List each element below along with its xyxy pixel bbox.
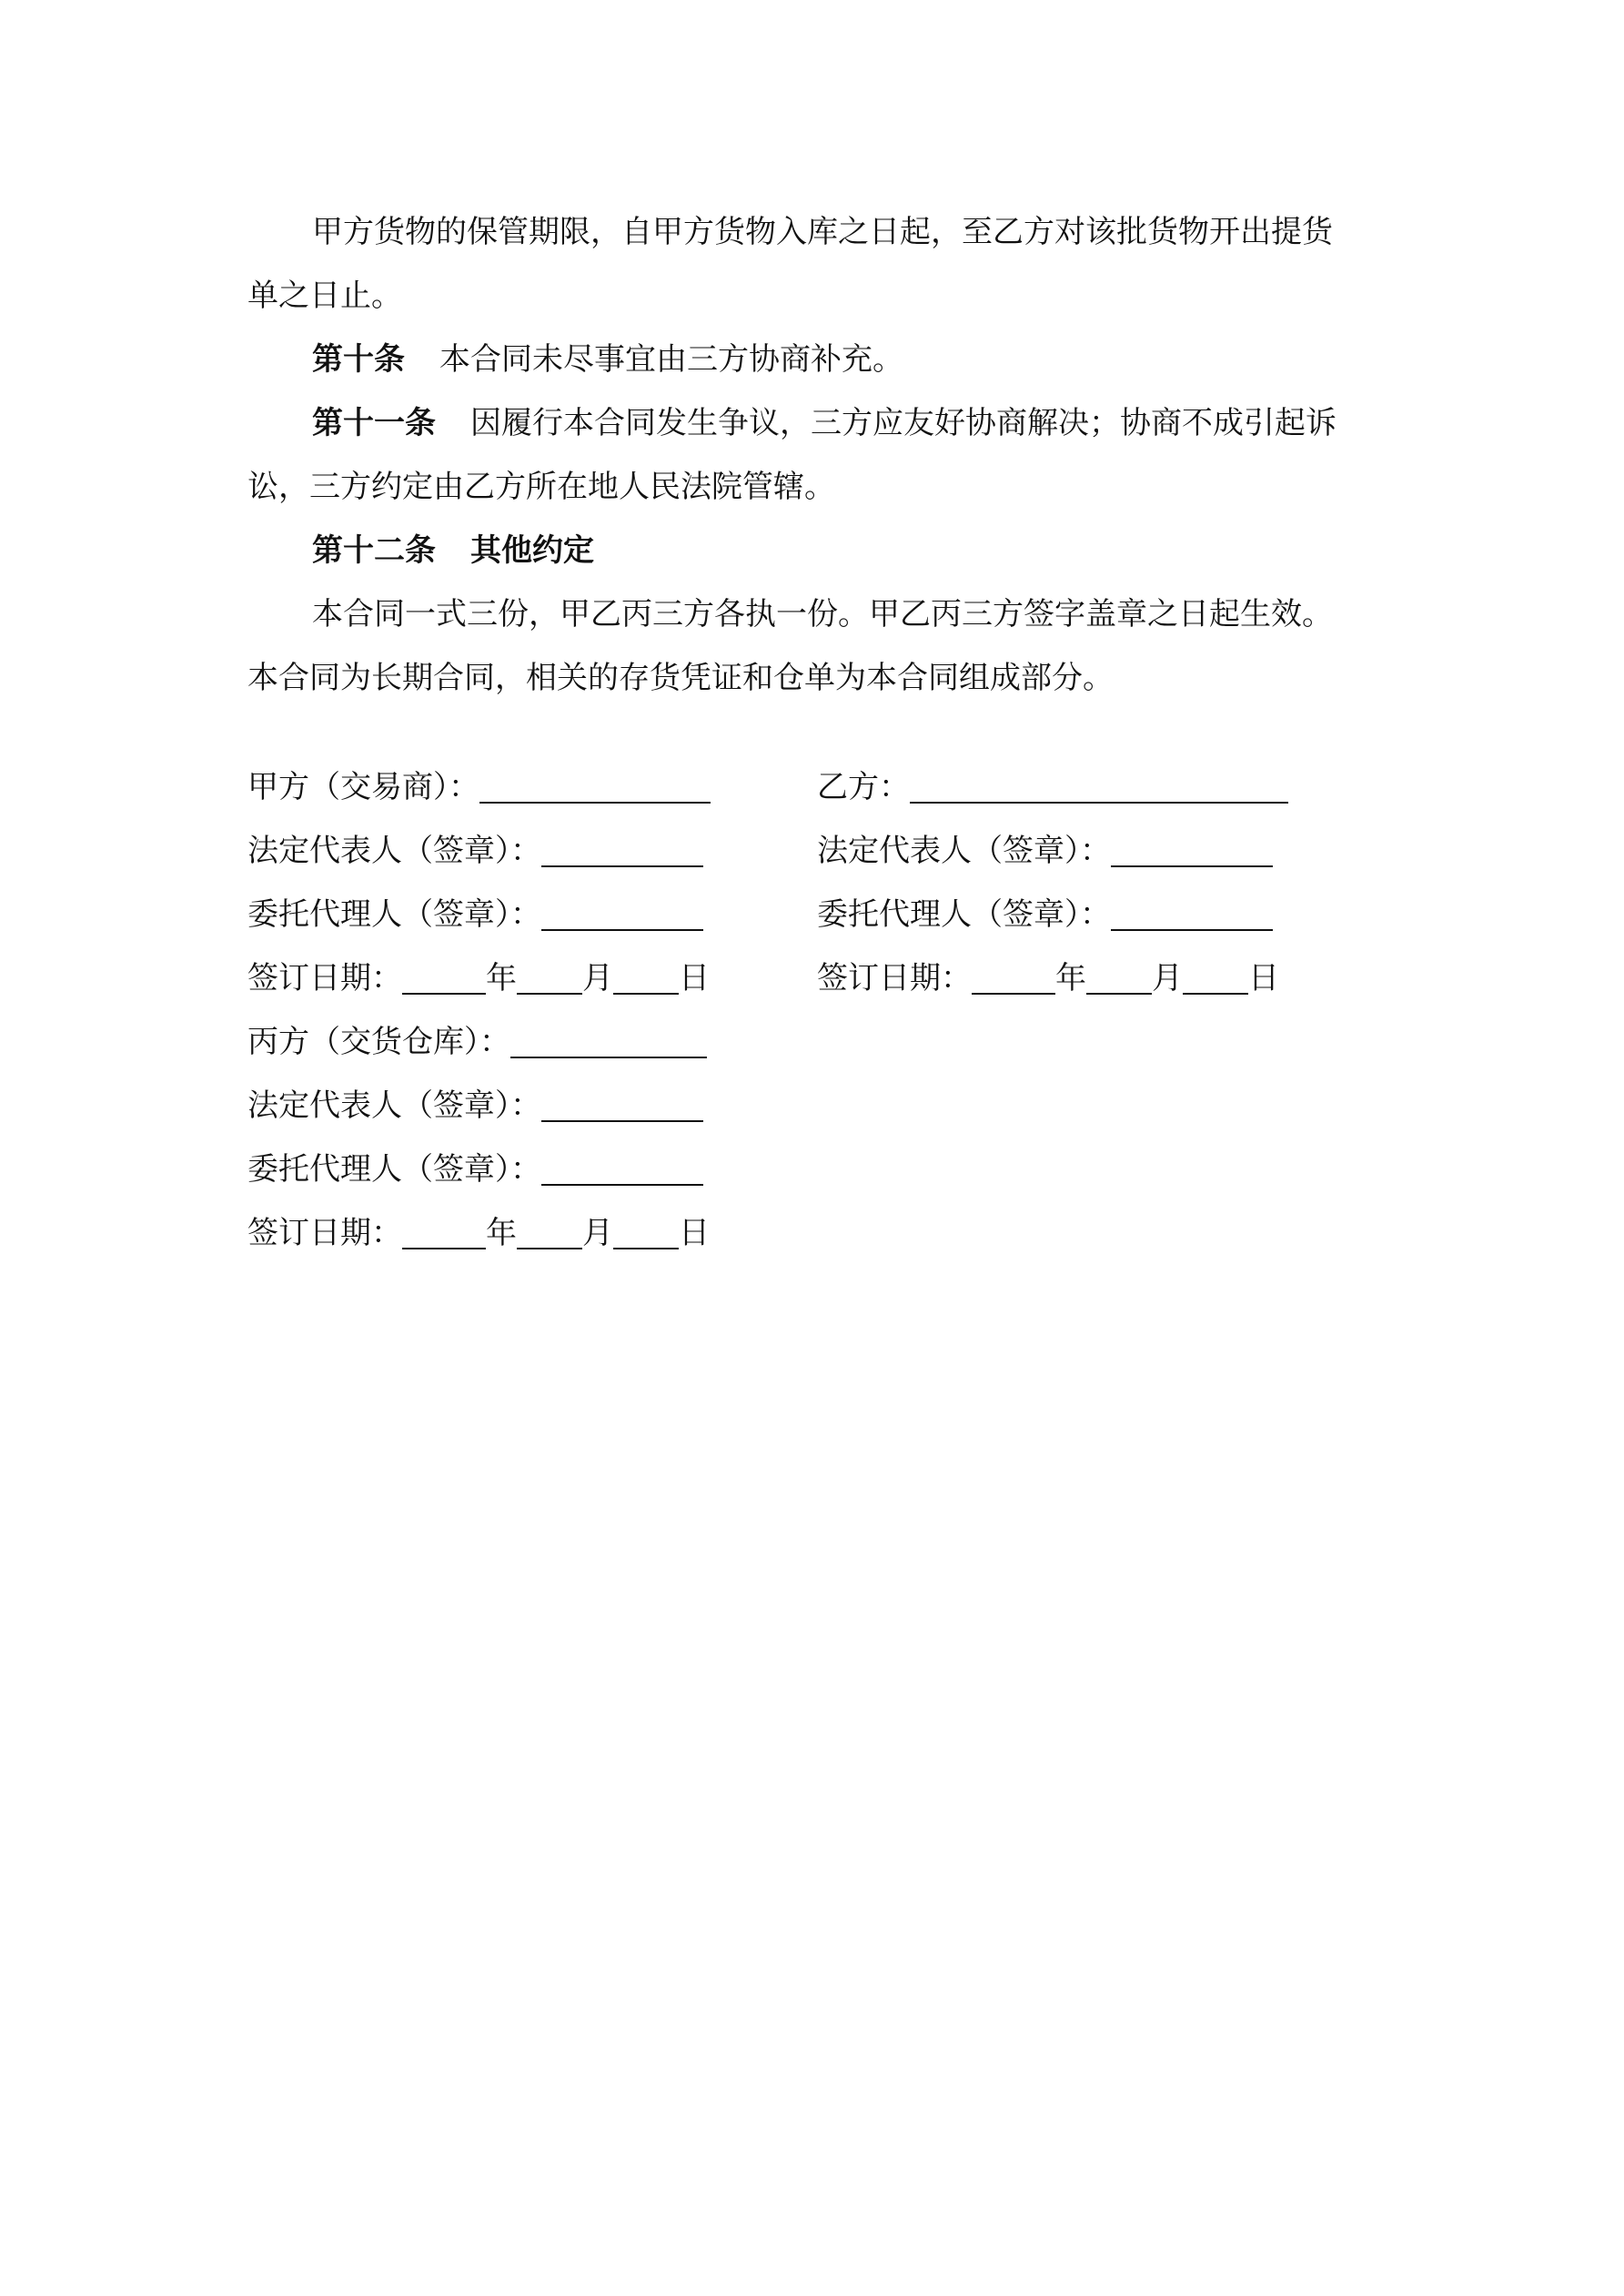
article-12-text-line-2: 本合同为长期合同，相关的存货凭证和仓单为本合同组成部分。 xyxy=(247,660,1114,696)
article-12 xyxy=(312,531,594,571)
party-a-date-label: 签订日期： xyxy=(247,960,402,996)
party-a-agent-blank[interactable] xyxy=(541,896,703,931)
party-c-agent-blank[interactable] xyxy=(541,1151,703,1186)
party-a-month-blank[interactable] xyxy=(517,960,582,995)
party-c-name-blank[interactable] xyxy=(510,1024,707,1058)
party-c-month-label: 月 xyxy=(582,1215,613,1251)
party-c-agent-row xyxy=(247,1149,703,1189)
party-b-name-blank[interactable] xyxy=(910,769,1288,804)
article-11-title: 第十一条 xyxy=(312,405,436,441)
party-b-name-row xyxy=(817,767,1288,807)
article-12-title: 第十二条 xyxy=(312,532,436,569)
party-b-month-label: 月 xyxy=(1152,960,1183,996)
party-b-agent-label: 委托代理人（签章）： xyxy=(817,896,1111,933)
party-a-date-row xyxy=(247,958,710,998)
storage-period-line-1: 甲方货物的保管期限，自甲方货物入库之日起，至乙方对该批货物开出提货 xyxy=(312,214,1333,250)
party-c-year-label: 年 xyxy=(486,1215,517,1251)
party-b-name-label: 乙方： xyxy=(817,769,910,805)
party-b-day-label: 日 xyxy=(1248,960,1279,996)
article-10 xyxy=(312,339,903,379)
party-a-day-blank[interactable] xyxy=(613,960,679,995)
party-b-agent-row xyxy=(817,895,1273,935)
party-a-rep-blank[interactable] xyxy=(541,833,703,867)
party-c-rep-blank[interactable] xyxy=(541,1087,703,1122)
storage-period-line-2: 单之日止。 xyxy=(247,278,402,314)
article-12-text-line-1: 本合同一式三份，甲乙丙三方各执一份。甲乙丙三方签字盖章之日起生效。 xyxy=(312,596,1333,632)
party-c-day-blank[interactable] xyxy=(613,1215,679,1249)
party-a-month-label: 月 xyxy=(582,960,613,996)
party-a-rep-row xyxy=(247,831,703,871)
party-a-name-blank[interactable] xyxy=(479,769,711,804)
party-a-name-label: 甲方（交易商）： xyxy=(247,769,479,805)
party-c-rep-label: 法定代表人（签章）： xyxy=(247,1087,541,1124)
party-a-agent-label: 委托代理人（签章）： xyxy=(247,896,541,933)
party-b-day-blank[interactable] xyxy=(1183,960,1248,995)
party-b-year-label: 年 xyxy=(1055,960,1086,996)
party-b-agent-blank[interactable] xyxy=(1111,896,1273,931)
party-c-name-label: 丙方（交货仓库）： xyxy=(247,1024,510,1060)
article-11 xyxy=(312,403,1337,443)
article-11-text-line-2: 讼，三方约定由乙方所在地人民法院管辖。 xyxy=(247,469,835,505)
party-c-date-row xyxy=(247,1213,710,1253)
party-b-date-row xyxy=(817,958,1279,998)
article-10-title: 第十条 xyxy=(312,341,405,378)
article-12-subtitle: 其他约定 xyxy=(470,532,594,569)
party-c-date-label: 签订日期： xyxy=(247,1215,402,1251)
party-c-month-blank[interactable] xyxy=(517,1215,582,1249)
party-a-agent-row xyxy=(247,895,703,935)
party-c-agent-label: 委托代理人（签章）： xyxy=(247,1151,541,1188)
party-b-rep-blank[interactable] xyxy=(1111,833,1273,867)
party-b-date-label: 签订日期： xyxy=(817,960,972,996)
article-11-text-line-1: 因履行本合同发生争议，三方应友好协商解决；协商不成引起诉 xyxy=(470,405,1337,441)
party-b-month-blank[interactable] xyxy=(1086,960,1152,995)
party-b-rep-label: 法定代表人（签章）： xyxy=(817,833,1111,869)
party-c-name-row xyxy=(247,1022,707,1062)
article-10-text: 本合同未尽事宜由三方协商补充。 xyxy=(439,341,903,378)
party-b-year-blank[interactable] xyxy=(972,960,1055,995)
party-c-rep-row xyxy=(247,1086,703,1126)
party-c-day-label: 日 xyxy=(679,1215,710,1251)
party-b-rep-row xyxy=(817,831,1273,871)
party-a-rep-label: 法定代表人（签章）： xyxy=(247,833,541,869)
party-c-year-blank[interactable] xyxy=(402,1215,486,1249)
party-a-name-row xyxy=(247,767,711,807)
party-a-year-blank[interactable] xyxy=(402,960,486,995)
party-a-year-label: 年 xyxy=(486,960,517,996)
party-a-day-label: 日 xyxy=(679,960,710,996)
